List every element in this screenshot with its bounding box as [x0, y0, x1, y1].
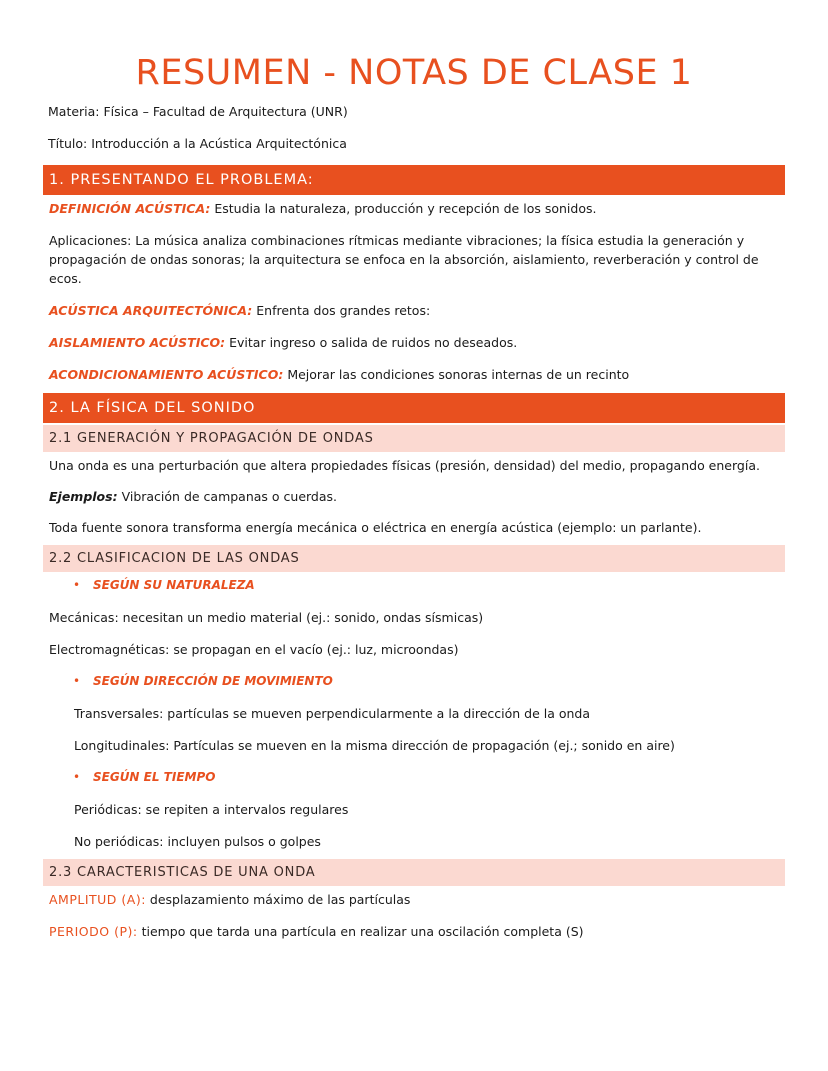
ejemplos-text: Vibración de campanas o cuerdas. — [117, 489, 338, 504]
bullet-naturaleza-label: SEGÚN SU NATURALEZA — [93, 578, 255, 592]
acustica-arq-term: ACÚSTICA ARQUITECTÓNICA: — [49, 303, 253, 318]
section-heading-2: 2. LA FÍSICA DEL SONIDO — [43, 393, 785, 423]
periodo-text: tiempo que tarda una partícula en realizar una oscilación completa (S) — [137, 924, 584, 939]
aislamiento-term: AISLAMIENTO ACÚSTICO: — [49, 335, 226, 350]
section-heading-1: 1. PRESENTANDO EL PROBLEMA: — [43, 165, 785, 195]
bullet-dot-icon: • — [73, 770, 81, 784]
definicion-term: DEFINICIÓN ACÚSTICA: — [49, 201, 211, 216]
electromagneticas-paragraph: Electromagnéticas: se propagan en el vacío (ej.: luz, microondas) — [49, 642, 459, 657]
bullet-dot-icon: • — [73, 578, 81, 592]
aplicaciones-paragraph: Aplicaciones: La música analiza combinaciones rítmicas mediante vibraciones; la física estudia la generación y propagación de ondas sonoras; la arquitectura se enfoca en la absorción, aislamiento, reverberación y control de ecos. — [49, 233, 759, 286]
ejemplos-paragraph — [43, 487, 785, 506]
acondicionamiento-paragraph — [43, 365, 785, 384]
fuente-sonora-paragraph: Toda fuente sonora transforma energía mecánica o eléctrica en energía acústica (ejemplo: un parlante). — [49, 520, 702, 535]
aislamiento-text: Evitar ingreso o salida de ruidos no deseados. — [225, 335, 518, 350]
bullet-direccion — [43, 672, 785, 691]
definicion-paragraph — [43, 199, 785, 218]
subsection-heading-2-3: 2.3 CARACTERISTICAS DE UNA ONDA — [43, 859, 785, 886]
longitudinales-paragraph: Longitudinales: Partículas se mueven en la misma dirección de propagación (ej.; sonido en aire) — [74, 738, 675, 753]
amplitud-text: desplazamiento máximo de las partículas — [145, 892, 411, 907]
subsection-heading-2-2: 2.2 CLASIFICACION DE LAS ONDAS — [43, 545, 785, 572]
bullet-direccion-label: SEGÚN DIRECCIÓN DE MOVIMIENTO — [93, 674, 333, 688]
document-title: RESUMEN - NOTAS DE CLASE 1 — [135, 53, 693, 93]
periodo-term: PERIODO (P): — [49, 924, 138, 939]
meta-materia: Materia: Física – Facultad de Arquitectura (UNR) — [48, 104, 348, 119]
bullet-tiempo — [43, 768, 785, 787]
bullet-naturaleza — [43, 576, 785, 595]
bullet-tiempo-label: SEGÚN EL TIEMPO — [93, 770, 216, 784]
periodo-paragraph — [43, 922, 785, 941]
transversales-paragraph: Transversales: partículas se mueven perpendicularmente a la dirección de la onda — [74, 706, 591, 721]
acustica-arq-text: Enfrenta dos grandes retos: — [252, 303, 431, 318]
amplitud-term: AMPLITUD (A): — [49, 892, 146, 907]
no-periodicas-paragraph: No periódicas: incluyen pulsos o golpes — [74, 834, 321, 849]
bullet-dot-icon: • — [73, 674, 81, 688]
aislamiento-paragraph — [43, 333, 785, 352]
amplitud-paragraph — [43, 890, 785, 909]
onda-definicion-paragraph: Una onda es una perturbación que altera propiedades físicas (presión, densidad) del medio, propagando energía. — [49, 458, 760, 473]
definicion-text: Estudia la naturaleza, producción y recepción de los sonidos. — [210, 201, 597, 216]
mecanicas-paragraph: Mecánicas: necesitan un medio material (ej.: sonido, ondas sísmicas) — [49, 610, 484, 625]
subsection-heading-2-1: 2.1 GENERACIÓN Y PROPAGACIÓN DE ONDAS — [43, 425, 785, 452]
acondicionamiento-text: Mejorar las condiciones sonoras internas de un recinto — [283, 367, 630, 382]
acondicionamiento-term: ACONDICIONAMIENTO ACÚSTICO: — [49, 367, 284, 382]
acustica-arq-paragraph — [43, 301, 785, 320]
meta-titulo: Título: Introducción a la Acústica Arquitectónica — [48, 136, 347, 151]
periodicas-paragraph: Periódicas: se repiten a intervalos regulares — [74, 802, 349, 817]
ejemplos-term: Ejemplos: — [49, 489, 118, 504]
